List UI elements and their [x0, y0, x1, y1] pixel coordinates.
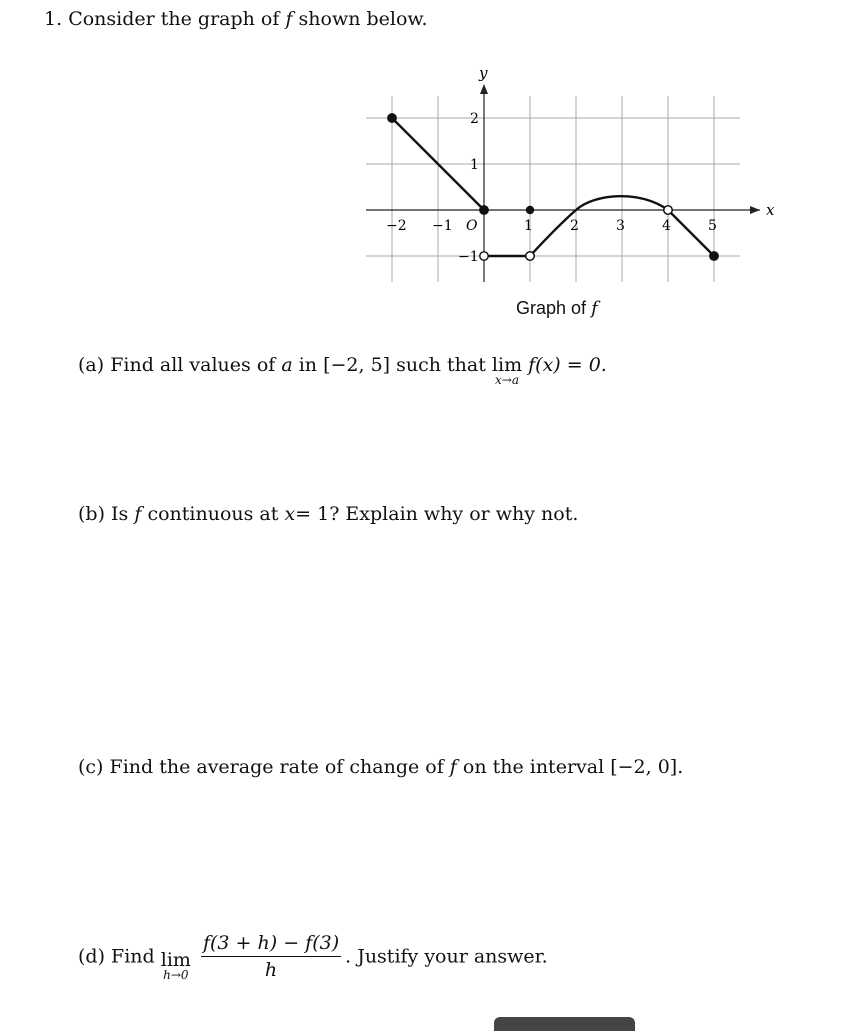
part-d-label: (d): [78, 945, 105, 968]
part-a-lim: lim: [491, 354, 523, 376]
graph-caption-prefix: Graph of: [516, 298, 587, 318]
bottom-tab: [494, 1017, 635, 1031]
x-tick-label: 4: [662, 218, 671, 234]
x-axis-label: x: [766, 201, 775, 219]
part-c-fn: f: [449, 756, 457, 778]
part-d-fraction: [201, 932, 341, 981]
y-axis-label: y: [479, 64, 488, 82]
y-axis-arrow: [480, 84, 488, 94]
closed-endpoint: [710, 252, 718, 260]
graph-caption-fn: f: [591, 298, 598, 319]
part-a-limit: [492, 354, 522, 386]
part-b-fn: f: [134, 503, 142, 525]
y-tick-label: −1: [458, 249, 479, 265]
x-tick-label: 5: [708, 218, 717, 234]
x-tick-label: 3: [616, 218, 625, 234]
question-prompt-prefix: Consider the graph of: [68, 8, 280, 30]
closed-endpoint: [480, 206, 488, 214]
part-c-text1: Find the average rate of change of: [109, 756, 444, 778]
part-d-lim-sub: h→0: [163, 967, 189, 982]
open-endpoint: [526, 252, 534, 260]
x-tick-label: −1: [432, 218, 453, 234]
x-tick-label: −2: [386, 218, 407, 234]
part-d-numerator: f(3 + h) − f(3): [201, 932, 341, 957]
part-d-text2: . Justify your answer.: [345, 945, 548, 968]
part-a-text1: Find all values of: [110, 354, 276, 376]
part-a-label: (a): [78, 354, 105, 376]
x-tick-label: 1: [524, 218, 533, 234]
part-b-var: x: [284, 503, 296, 525]
part-d-text1: Find: [111, 945, 155, 968]
open-endpoint: [480, 252, 488, 260]
open-endpoint: [664, 206, 672, 214]
part-c-label: (c): [78, 756, 104, 778]
part-c: [78, 756, 683, 778]
question-prompt-fn: f: [285, 8, 293, 30]
question-number: 1.: [44, 8, 63, 30]
part-b-text2: continuous at: [147, 503, 279, 525]
part-b-label: (b): [78, 503, 105, 525]
part-a-text2: in [−2, 5] such that: [298, 354, 486, 376]
part-c-text2: on the interval [−2, 0].: [462, 756, 684, 778]
part-a-expr: f(x) = 0.: [528, 354, 607, 376]
graph-caption: [516, 298, 598, 319]
x-tick-label: 2: [570, 218, 579, 234]
part-b: [78, 503, 578, 525]
question-prompt-suffix: shown below.: [298, 8, 428, 30]
part-d-denominator: h: [264, 959, 278, 981]
part-d-limit: [161, 949, 191, 981]
part-a-var: a: [281, 354, 293, 376]
graph-segment-3: [530, 196, 668, 256]
part-d: [78, 932, 548, 981]
x-axis-arrow: [750, 206, 760, 214]
origin-label: O: [466, 218, 478, 234]
y-tick-label: 1: [470, 157, 479, 173]
isolated-point: [526, 206, 534, 214]
part-b-text3: = 1? Explain why or why not.: [295, 503, 579, 525]
part-d-lim: lim: [160, 948, 191, 971]
part-b-text1: Is: [111, 503, 129, 525]
y-tick-label: 2: [470, 111, 479, 127]
part-a-lim-sub: x→a: [495, 373, 519, 387]
question-header: [44, 8, 427, 30]
part-a: [78, 354, 607, 386]
graph-of-f: [360, 60, 780, 290]
closed-endpoint: [388, 114, 396, 122]
